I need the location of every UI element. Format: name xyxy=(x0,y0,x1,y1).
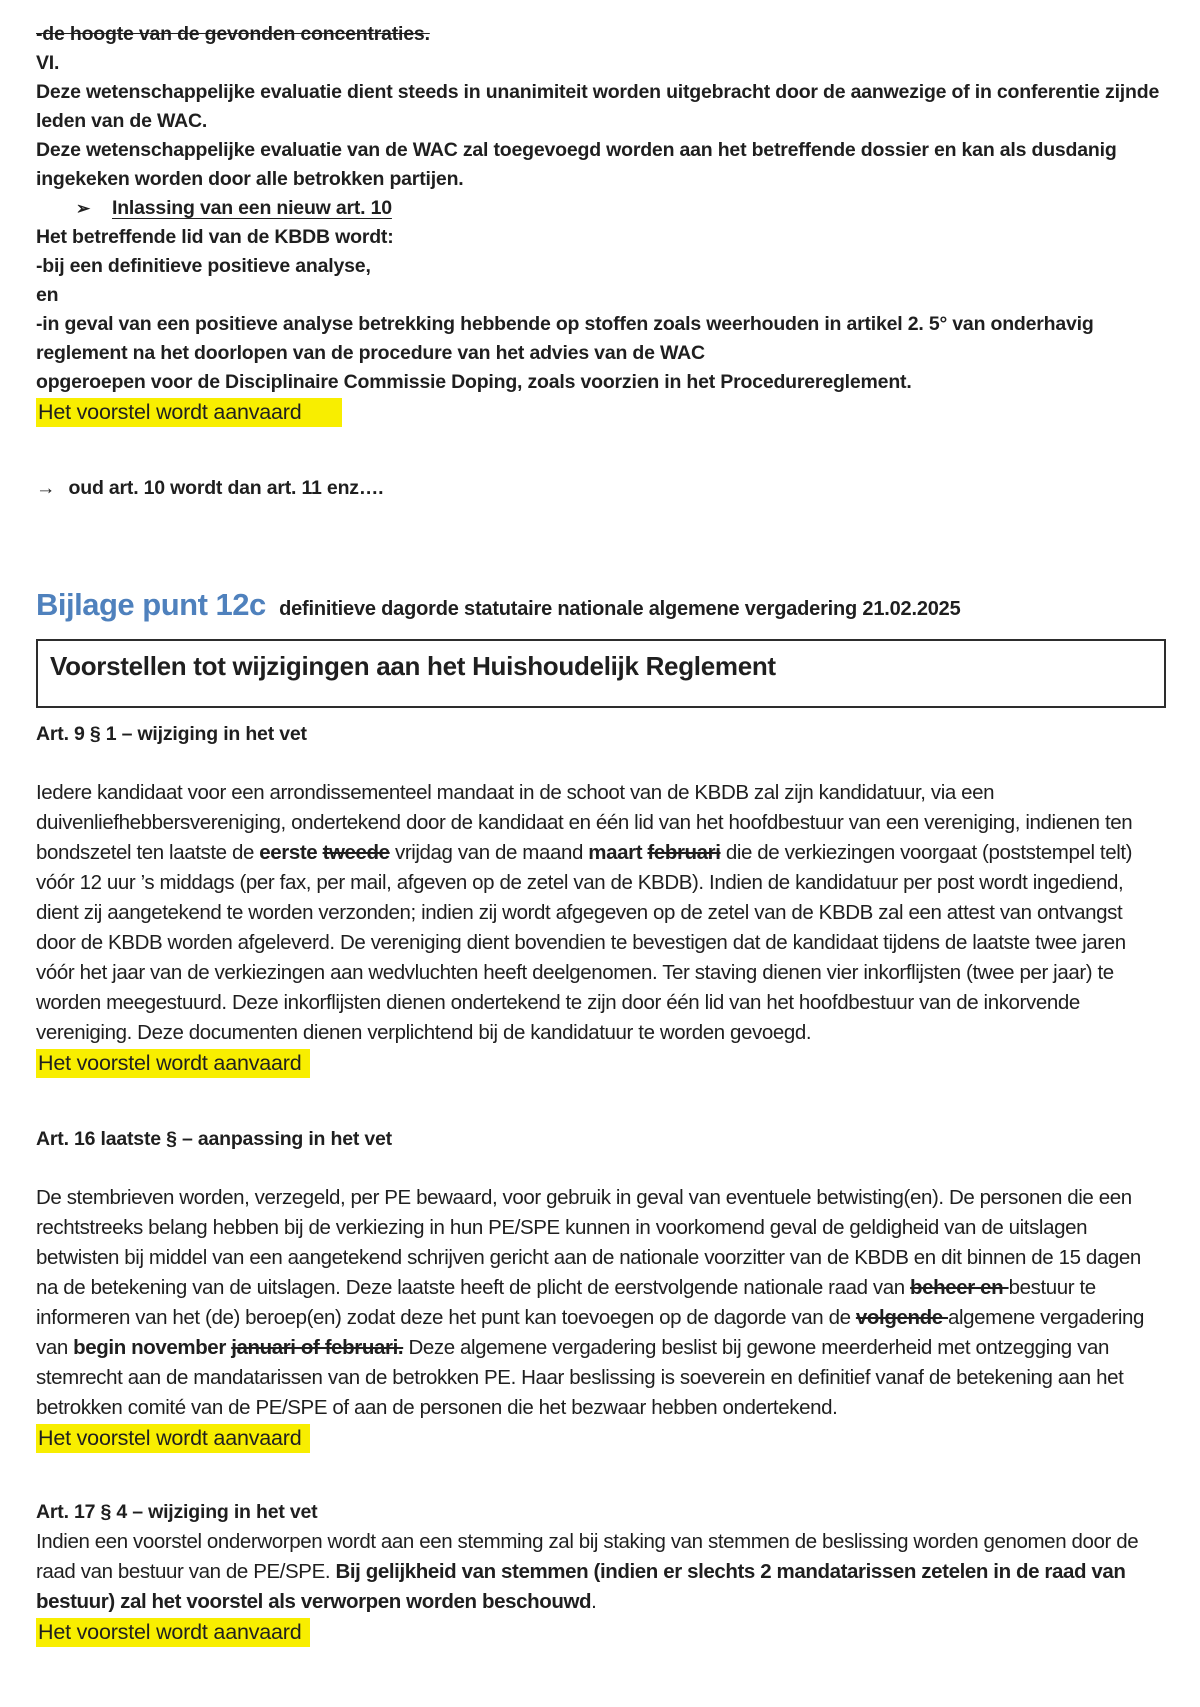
renumber-note-text: oud art. 10 wordt dan art. 11 enz…. xyxy=(68,477,384,499)
bullet-line-new-art10 xyxy=(36,194,1166,223)
roman-numeral: VI. xyxy=(36,52,60,74)
case-positive-line: -in geval van een positieve analyse betrekking hebbende op stoffen zoals weerhouden in artikel 2. 5° van onderhavig reglement na het doorlopen van de procedure van het advies van de WAC xyxy=(36,313,1094,364)
art17-bold-rule: Bij gelijkheid van stemmen (indien er slechts 2 mandatarissen zetelen in de raad van bestuur) zal het voorstel als verworpen worden beschouwd xyxy=(36,1560,1126,1613)
renumber-note-line xyxy=(36,474,1166,503)
right-arrow-icon: → xyxy=(36,477,56,499)
boxed-title xyxy=(36,639,1166,708)
case-definitive-line: -bij een definitieve positieve analyse, xyxy=(36,255,371,277)
art16-struck-beheer: beheer en xyxy=(910,1276,1009,1299)
arrowhead-bullet-icon: ➢ xyxy=(76,199,91,218)
art17-intro: Indien een voorstel onderworpen wordt aan een stemming zal bij staking van stemmen de beslissing worden genomen door de raad van bestuur van de PE/SPE. xyxy=(36,1530,1139,1583)
paragraph-unanimity: Deze wetenschappelijke evaluatie dient steeds in unanimiteit worden uitgebracht door de aanwezige of in conferentie zijnde leden van de WAC. xyxy=(36,81,1160,132)
highlight-accepted: Het voorstel wordt aanvaard xyxy=(36,1049,310,1078)
art9-paragraph xyxy=(36,778,1166,1048)
proposal-accepted-line-1 xyxy=(36,397,1166,430)
bijlage-heading xyxy=(36,587,1166,623)
paragraph-dossier: Deze wetenschappelijke evaluatie van de WAC zal toegevoegd worden aan het betreffende dossier en kan als dusdanig ingekeken worden door alle betrokken partijen. xyxy=(36,139,1117,190)
art9-old-month-struck: februari xyxy=(647,841,721,864)
bijlage-title: Bijlage punt 12c xyxy=(36,587,266,622)
art16-struck-period: januari of februari. xyxy=(231,1336,404,1359)
conjunction-line: en xyxy=(36,284,59,306)
highlight-accepted: Het voorstel wordt aanvaard xyxy=(36,1618,310,1647)
art9-heading: Art. 9 § 1 – wijziging in het vet xyxy=(36,723,307,745)
highlight-accepted: Het voorstel wordt aanvaard xyxy=(36,398,342,427)
art16-heading: Art. 16 laatste § – aanpassing in het vet xyxy=(36,1128,392,1150)
art17-heading: Art. 17 § 4 – wijziging in het vet xyxy=(36,1501,318,1523)
struck-intro-line: -de hoogte van de gevonden concentraties. xyxy=(36,23,430,45)
proposal-accepted-line-2 xyxy=(36,1048,1166,1081)
art16-struck-volgende: volgende xyxy=(855,1306,948,1329)
art9-new-day: eerste xyxy=(259,841,323,864)
highlight-accepted: Het voorstel wordt aanvaard xyxy=(36,1424,310,1453)
art16-paragraph xyxy=(36,1183,1166,1423)
art9-mid: vrijdag van de maand xyxy=(389,841,589,864)
art17-end-punct: . xyxy=(591,1590,597,1613)
art9-old-day-struck: tweede xyxy=(322,841,390,864)
bijlage-subtitle: definitieve dagorde statutaire nationale algemene vergadering 21.02.2025 xyxy=(279,598,961,620)
art16-intro: De stembrieven worden, verzegeld, per PE bewaard, voor gebruik in geval van eventuele betwisting(en). De personen die een rechtstreeks belang hebben bij de verkiezing in hun PE/SPE kunnen in voorkomend geval de geldigheid van de uitslagen betwisten bij middel van een aangetekend schrijven gericht aan de nationale voorzitter van de KBDB en dit binnen de 15 dagen na de betekening van de uitslagen. Deze laatste heeft de plicht de eerstvolgende nationale raad van xyxy=(36,1186,1141,1299)
art16-rest: Deze algemene vergadering beslist bij gewone meerderheid met ontzegging van stemrecht aan de mandatarissen van de betrokken PE. Haar beslissing is soeverein en definitief vanaf de betekening aan het betrokken comité van de PE/SPE of aan de personen die het bezwaar hebben ondertekend. xyxy=(36,1336,1124,1419)
boxed-title-text: Voorstellen tot wijzigingen aan het Huishoudelijk Reglement xyxy=(50,651,776,681)
art16-mid-bestuur: bestuur te informeren van het (de) beroep(en) zodat deze het punt kan toevoegen op de dagorde van de xyxy=(36,1276,1096,1329)
bullet-item-title: Inlassing van een nieuw art. 10 xyxy=(112,197,392,219)
proposal-accepted-line-4 xyxy=(36,1617,1166,1650)
art9-rest: die de verkiezingen voorgaat (poststempel telt) vóór 12 uur ’s middags (per fax, per mail, afgeven op de zetel van de KBDB). Indien de kandidatuur per post wordt ingediend, dient zij aangetekend te worden verzonden; indien zij wordt afgegeven op de zetel van de KBDB zal een attest van ontvangst door de KBDB worden afgeleverd. De vereniging dient bovendien te bevestigen dat de kandidaat tijdens de laatste twee jaren vóór het jaar van de verkiezingen aan wedvluchten heeft deelgenomen. Ter staving dienen vier inkorflijsten (twee per jaar) te worden meegestuurd. Deze inkorflijsten dienen ondertekend te zijn door één lid van het hoofdbestuur van de inkorvende vereniging. Deze documenten dienen verplichtend bij de kandidatuur te worden gevoegd. xyxy=(36,841,1133,1044)
art9-new-month: maart xyxy=(588,841,648,864)
art16-mid-vergadering: algemene vergadering van xyxy=(36,1306,1144,1359)
proposal-accepted-line-3 xyxy=(36,1423,1166,1456)
member-line: Het betreffende lid van de KBDB wordt: xyxy=(36,226,394,248)
art17-paragraph xyxy=(36,1527,1166,1617)
case-positive-continuation: opgeroepen voor de Disciplinaire Commissie Doping, zoals voorzien in het Procedurereglement. xyxy=(36,371,912,393)
art9-intro: Iedere kandidaat voor een arrondissementeel mandaat in de schoot van de KBDB zal zijn kandidatuur, via een duivenliefhebbersvereniging, ondertekend door de kandidaat en één lid van het hoofdbestuur van een vereniging, indienen ten bondszetel ten laatste de xyxy=(36,781,1133,864)
section-wac-evaluation xyxy=(36,20,1166,503)
art16-new-period: begin november xyxy=(73,1336,232,1359)
